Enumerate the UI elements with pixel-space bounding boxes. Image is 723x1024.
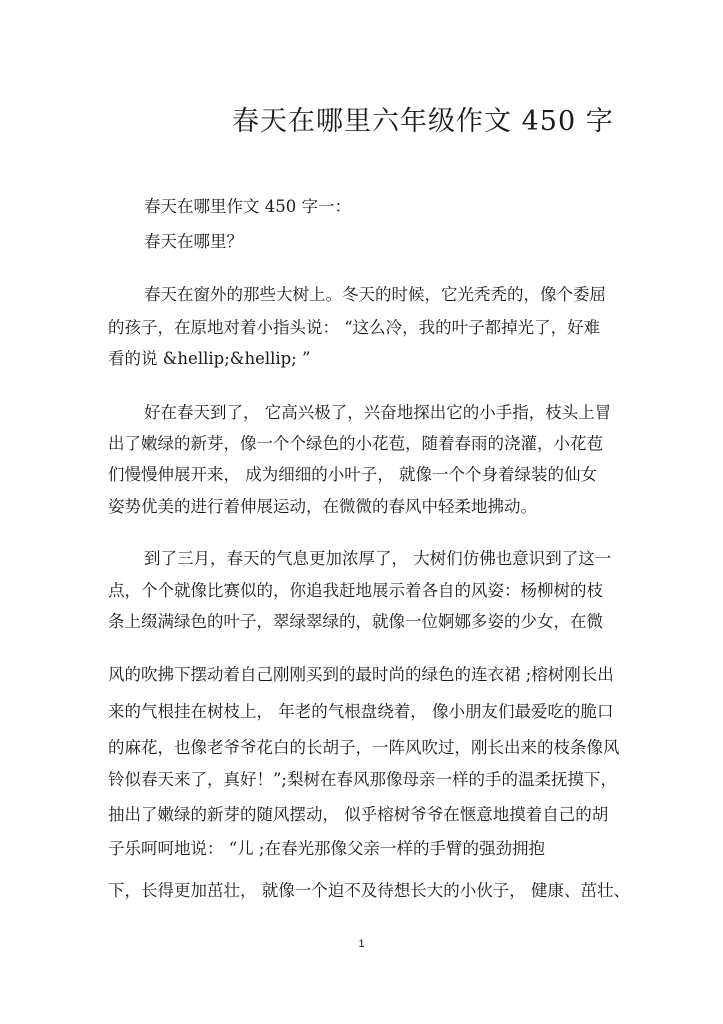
paragraph-2-line-3: 们慢慢伸展开来， 成为细细的小叶子， 就像一个个身着绿装的仙女 [108, 465, 597, 484]
paragraph-2-line-4: 姿势优美的进行着伸展运动，在微微的春风中轻柔地拂动。 [108, 497, 537, 516]
paragraph-2-line-1: 好在春天到了， 它高兴极了，兴奋地探出它的小手指，枝头上冒 [144, 403, 612, 422]
subtitle-line: 春天在哪里作文 450 字一： [144, 197, 351, 216]
paragraph-3-line-10: 下，长得更加茁壮， 就像一个迫不及待想长大的小伙子， 健康、茁壮、 [108, 881, 630, 900]
paragraph-1-line-2: 的孩子，在原地对着小指头说： “这么冷，我的叶子都掉光了，好难 [108, 318, 601, 337]
paragraph-3-line-2: 点，个个就像比赛似的，你追我赶地展示着各自的风姿：杨柳树的枝 [108, 581, 603, 600]
paragraph-3-line-4: 风的吹拂下摆动着自己刚刚买到的最时尚的绿色的连衣裙 ;榕树刚长出 [108, 665, 614, 684]
paragraph-3-line-6: 的麻花，也像老爷爷花白的长胡子，一阵风吹过，刚长出来的枝条像风 [108, 738, 620, 757]
section-heading: 春天在哪里？ [144, 232, 243, 251]
paragraph-2-line-2: 出了嫩绿的新芽，像一个个绿色的小花苞，随着春雨的浇灌，小花苞 [108, 434, 603, 453]
paragraph-3-line-1: 到了三月，春天的气息更加浓厚了， 大树们仿佛也意识到了这一 [144, 549, 612, 568]
paragraph-1-line-1: 春天在窗外的那些大树上。冬天的时候，它光秃秃的，像个委屈 [144, 285, 606, 304]
paragraph-1-line-3: 看的说 &hellip;&hellip; ” [108, 349, 311, 368]
document-title: 春天在哪里六年级作文 450 字 [232, 106, 614, 137]
paragraph-3-line-5: 来的气根挂在树枝上， 年老的气根盘绕着， 像小朋友们最爱吃的脆口 [108, 702, 614, 721]
paragraph-3-line-7: 铃似春天来了，真好！”;梨树在春风那像母亲一样的手的温柔抚摸下， [108, 770, 617, 789]
paragraph-3-line-3: 条上缀满绿色的叶子，翠绿翠绿的，就像一位婀娜多姿的少女，在微 [108, 612, 603, 631]
paragraph-3-line-9: 子乐呵呵地说： “儿 ;在春光那像父亲一样的手臂的强劲拥抱 [108, 839, 545, 858]
page-number: 1 [358, 938, 365, 950]
paragraph-3-line-8: 抽出了嫩绿的新芽的随风摆动， 似乎榕树爷爷在惬意地摸着自己的胡 [108, 805, 609, 824]
